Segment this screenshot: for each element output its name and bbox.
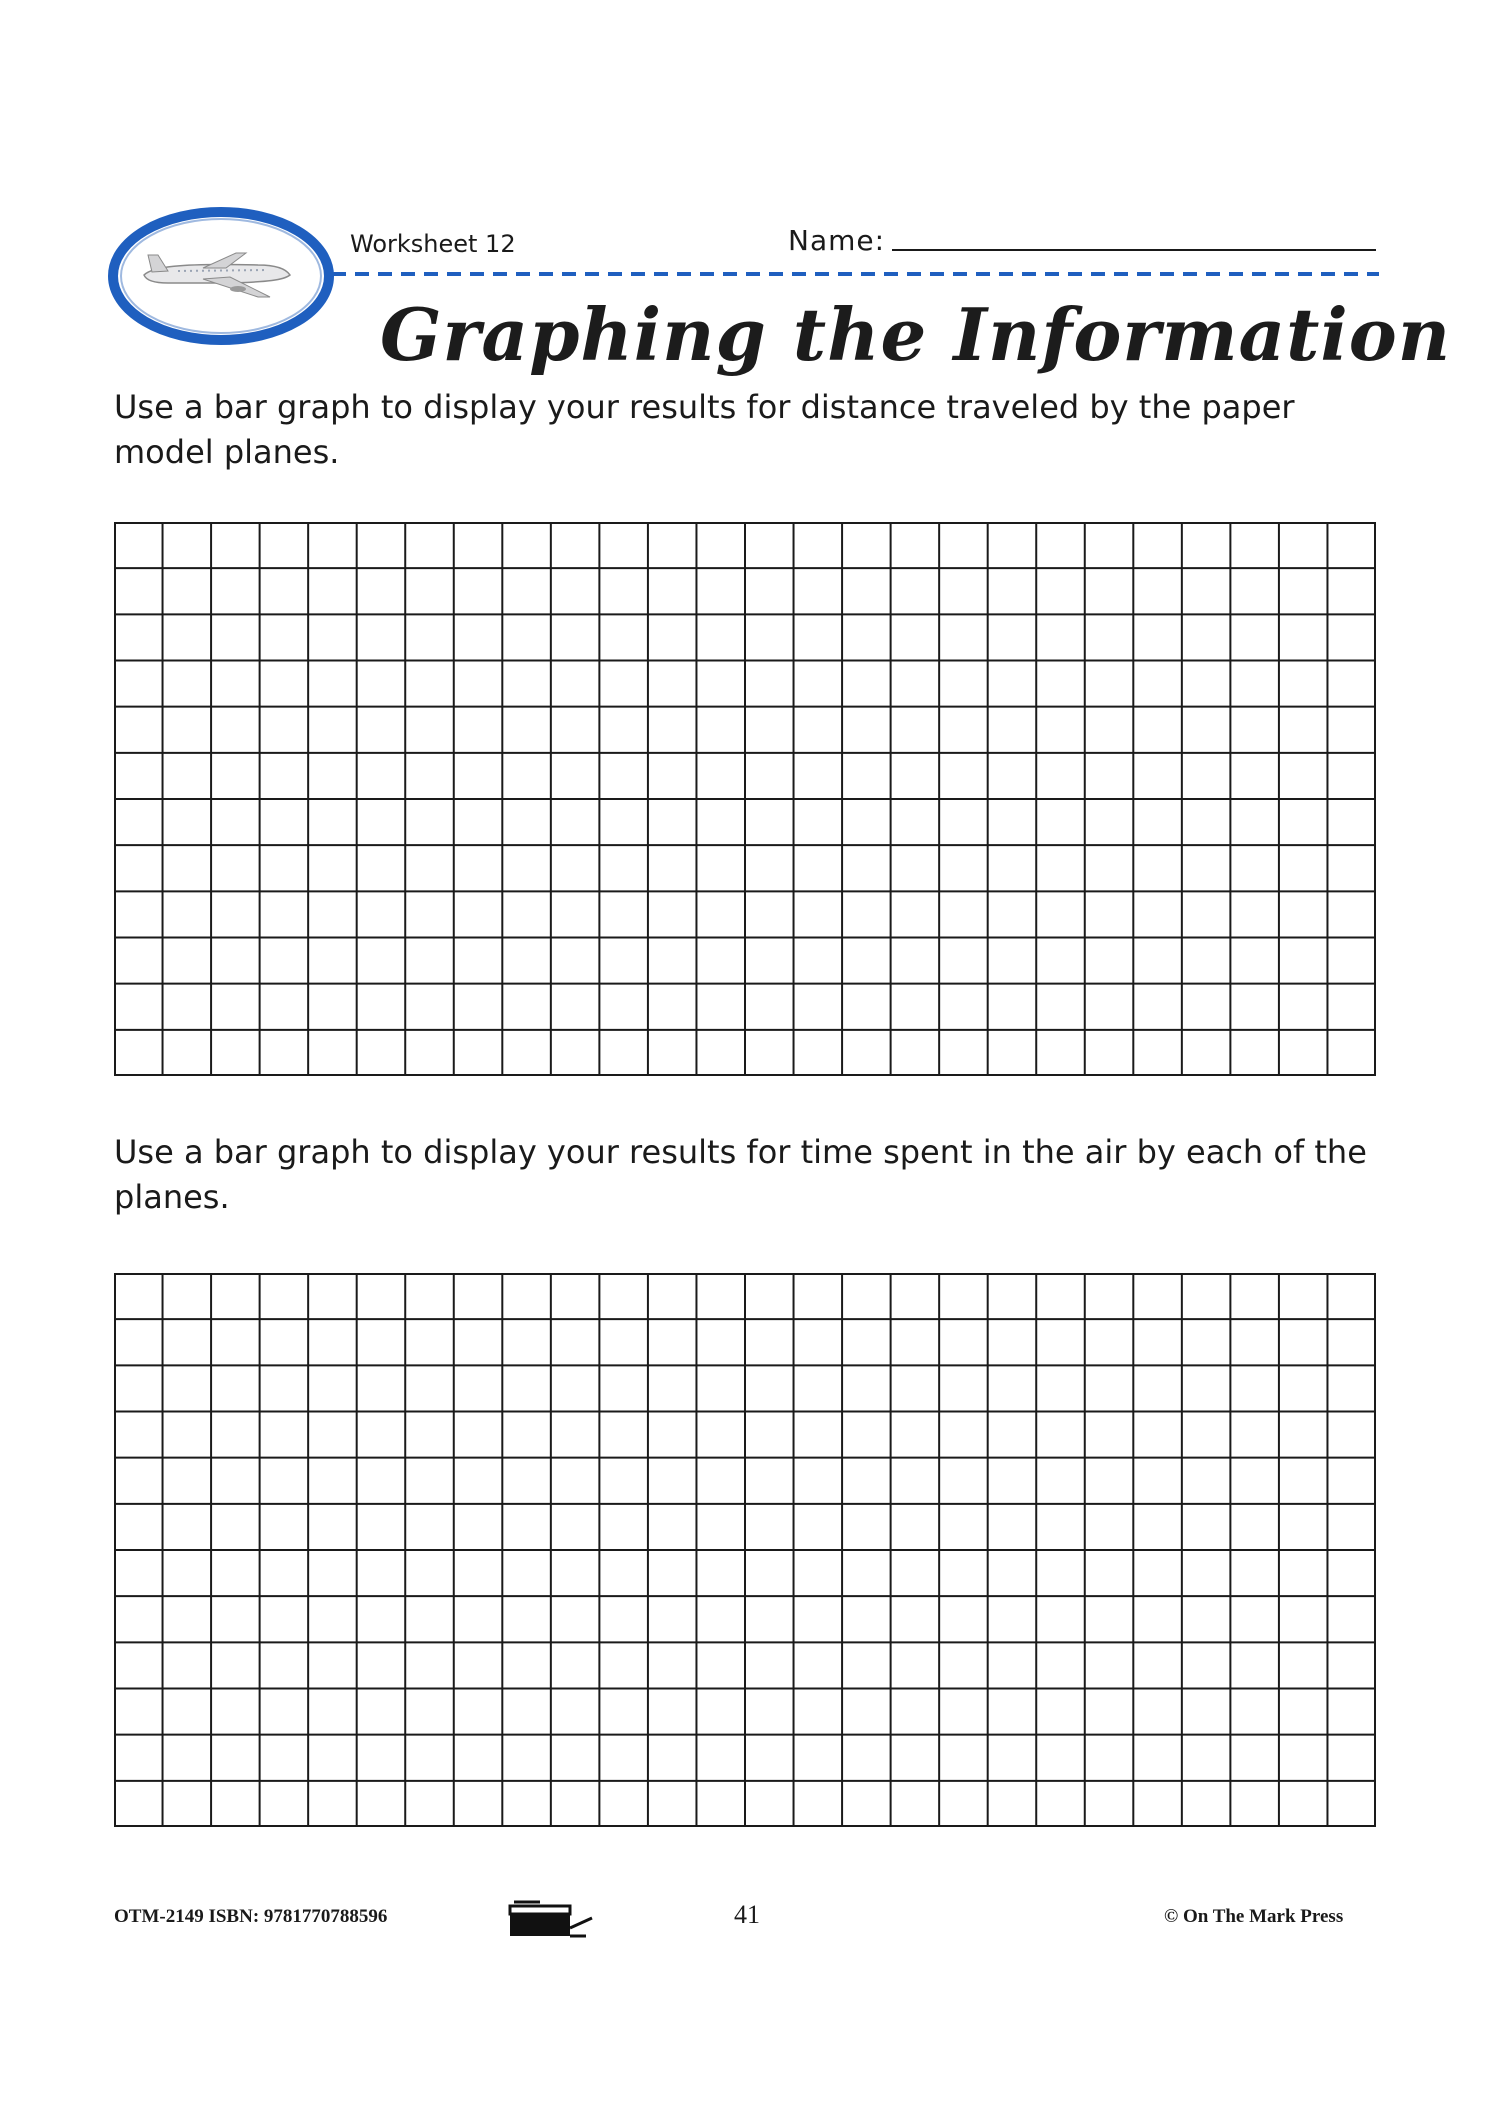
graph-grid-distance[interactable] xyxy=(114,522,1376,1076)
book-code-isbn: OTM-2149 ISBN: 9781770788596 xyxy=(114,1906,388,1927)
airplane-oval-icon xyxy=(108,205,334,347)
page-title: Graphing the Information xyxy=(380,292,1452,377)
instruction-time: Use a bar graph to display your results for time spent in the air by each of the planes. xyxy=(114,1133,1367,1216)
name-field[interactable] xyxy=(892,249,1376,251)
photocopier-icon xyxy=(506,1898,596,1940)
graph-grid-time[interactable] xyxy=(114,1273,1376,1827)
publisher-credit: © On The Mark Press xyxy=(1164,1906,1344,1927)
worksheet-label: Worksheet 12 xyxy=(350,230,516,258)
instruction-distance: Use a bar graph to display your results for distance traveled by the paper model planes. xyxy=(114,388,1295,471)
name-label: Name: xyxy=(788,224,886,257)
page-number: 41 xyxy=(734,1900,760,1929)
dashed-divider xyxy=(332,270,1379,278)
